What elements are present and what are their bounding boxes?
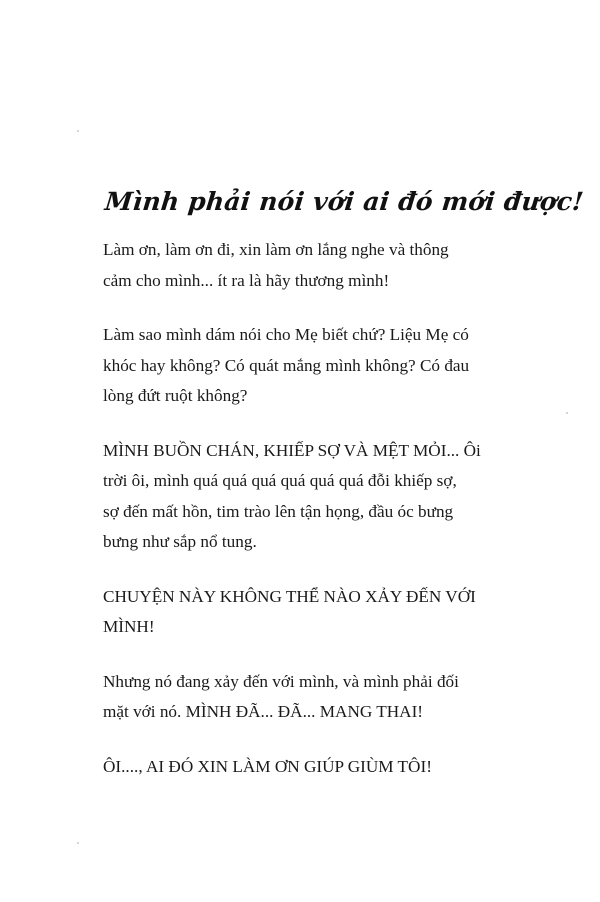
page-body xyxy=(103,235,513,806)
text-line: Nhưng nó đang xảy đến với mình, và mình phải đối xyxy=(103,671,459,691)
text-line: ÔI...., AI ĐÓ XIN LÀM ƠN GIÚP GIÙM TÔI! xyxy=(103,756,432,776)
paragraph-1 xyxy=(103,235,513,296)
scan-speck xyxy=(77,842,79,844)
paragraph-4 xyxy=(103,582,513,643)
text-line: trời ôi, mình quá quá quá quá quá quá đỗi khiếp sợ, xyxy=(103,471,457,490)
text-line: Làm ơn, làm ơn đi, xin làm ơn lắng nghe và thông xyxy=(103,240,449,259)
text-line: MÌNH BUỒN CHÁN, KHIẾP SỢ VÀ MỆT MỎI... Ôi xyxy=(103,440,481,460)
text-line: CHUYỆN NÀY KHÔNG THỂ NÀO XẢY ĐẾN VỚI xyxy=(103,586,476,606)
paragraph-5 xyxy=(103,667,513,728)
text-line: cảm cho mình... ít ra là hãy thương mình! xyxy=(103,270,390,290)
text-line: bưng như sắp nổ tung. xyxy=(103,532,257,551)
chapter-title: Mình phải nói với ai đó mới được! xyxy=(103,187,586,216)
paragraph-3 xyxy=(103,436,513,558)
paragraph-2 xyxy=(103,320,513,412)
text-line: sợ đến mất hồn, tim trào lên tận họng, đầu óc bưng xyxy=(103,501,454,521)
text-line: MÌNH! xyxy=(103,617,155,636)
paragraph-6 xyxy=(103,752,513,783)
text-line: lòng đứt ruột không? xyxy=(103,386,248,405)
text-line: khóc hay không? Có quát mắng mình không? Có đau xyxy=(103,355,470,375)
scan-speck xyxy=(77,130,79,132)
text-line: Làm sao mình dám nói cho Mẹ biết chứ? Liệu Mẹ có xyxy=(103,325,469,344)
text-line: mặt với nó. MÌNH ĐÃ... ĐÃ... MANG THAI! xyxy=(103,702,424,721)
scan-speck xyxy=(566,412,568,414)
